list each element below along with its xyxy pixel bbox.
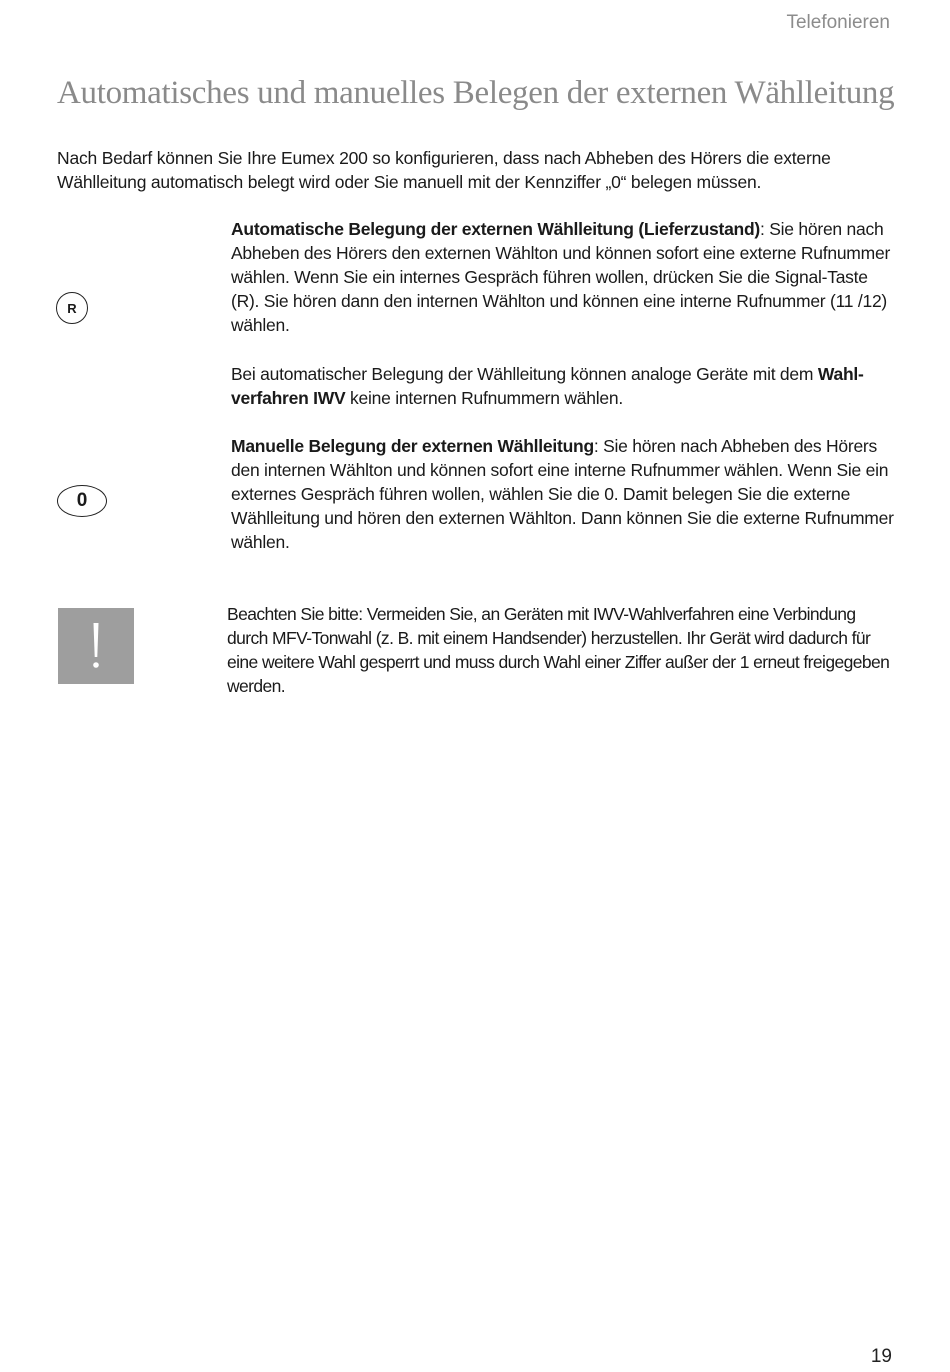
- page-title: Automatisches und manuelles Belegen der externen Wählleitung: [57, 75, 895, 111]
- intro-paragraph: Nach Bedarf können Sie Ihre Eumex 200 so konfigurieren, dass nach Abheben des Hörers die externe Wählleitung automatisch belegt wird oder Sie manuell mit der Kennziffer „0“ belegen müssen.: [57, 148, 831, 192]
- r-key-icon: [56, 292, 88, 324]
- zero-key-icon: [57, 485, 107, 517]
- section-header: Telefonieren: [786, 12, 890, 33]
- automatic-line-text: : Sie hören nach Abheben des Hörers den externen Wählton und können sofort eine externe Rufnummer wählen. Wenn Sie ein internes Gespräch führen wollen, drücken Sie die Signal-Taste (R). Sie hören dann den internen Wählton und können eine interne Rufnummer (11 /12) wählen.: [231, 219, 891, 335]
- warning-box: [58, 608, 134, 684]
- exclamation-icon: [86, 621, 106, 671]
- iwv-text-after: keine internen Rufnummern wählen.: [345, 388, 623, 408]
- zero-key-label: 0: [76, 490, 88, 511]
- automatic-line-paragraph: [231, 217, 896, 337]
- warning-note: Beachten Sie bitte: Vermeiden Sie, an Geräten mit IWV-Wahlverfahren eine Verbindung durch MFV-Tonwahl (z. B. mit einem Handsender) herzustellen. Ihr Gerät wird dadurch für eine weitere Wahl gesperrt und muss durch Wahl einer Ziffer außer der 1 erneut freigegeben werden.: [227, 604, 890, 696]
- iwv-paragraph: [231, 362, 896, 410]
- manual-line-paragraph: [231, 434, 896, 554]
- page-number: 19: [870, 1346, 892, 1367]
- r-key-label: R: [67, 300, 77, 316]
- manual-line-text: : Sie hören nach Abheben des Hörers den internen Wählton und können sofort eine interne Rufnummer wählen. Wenn Sie ein externes Gespräch führen wollen, wählen Sie die 0. Damit belegen Sie die externe Wählleitung und hören den externen Wählton. Dann können Sie die externe Rufnummer wählen.: [231, 436, 894, 552]
- iwv-bold-term: Wahlverfahren IWV: [231, 364, 864, 408]
- automatic-line-heading: Automatische Belegung der externen Wählleitung (Lieferzustand): [231, 219, 761, 239]
- manual-line-heading: Manuelle Belegung der externen Wählleitung: [231, 436, 594, 456]
- iwv-text-before: Bei automatischer Belegung der Wählleitung können analoge Geräte mit dem: [231, 364, 818, 384]
